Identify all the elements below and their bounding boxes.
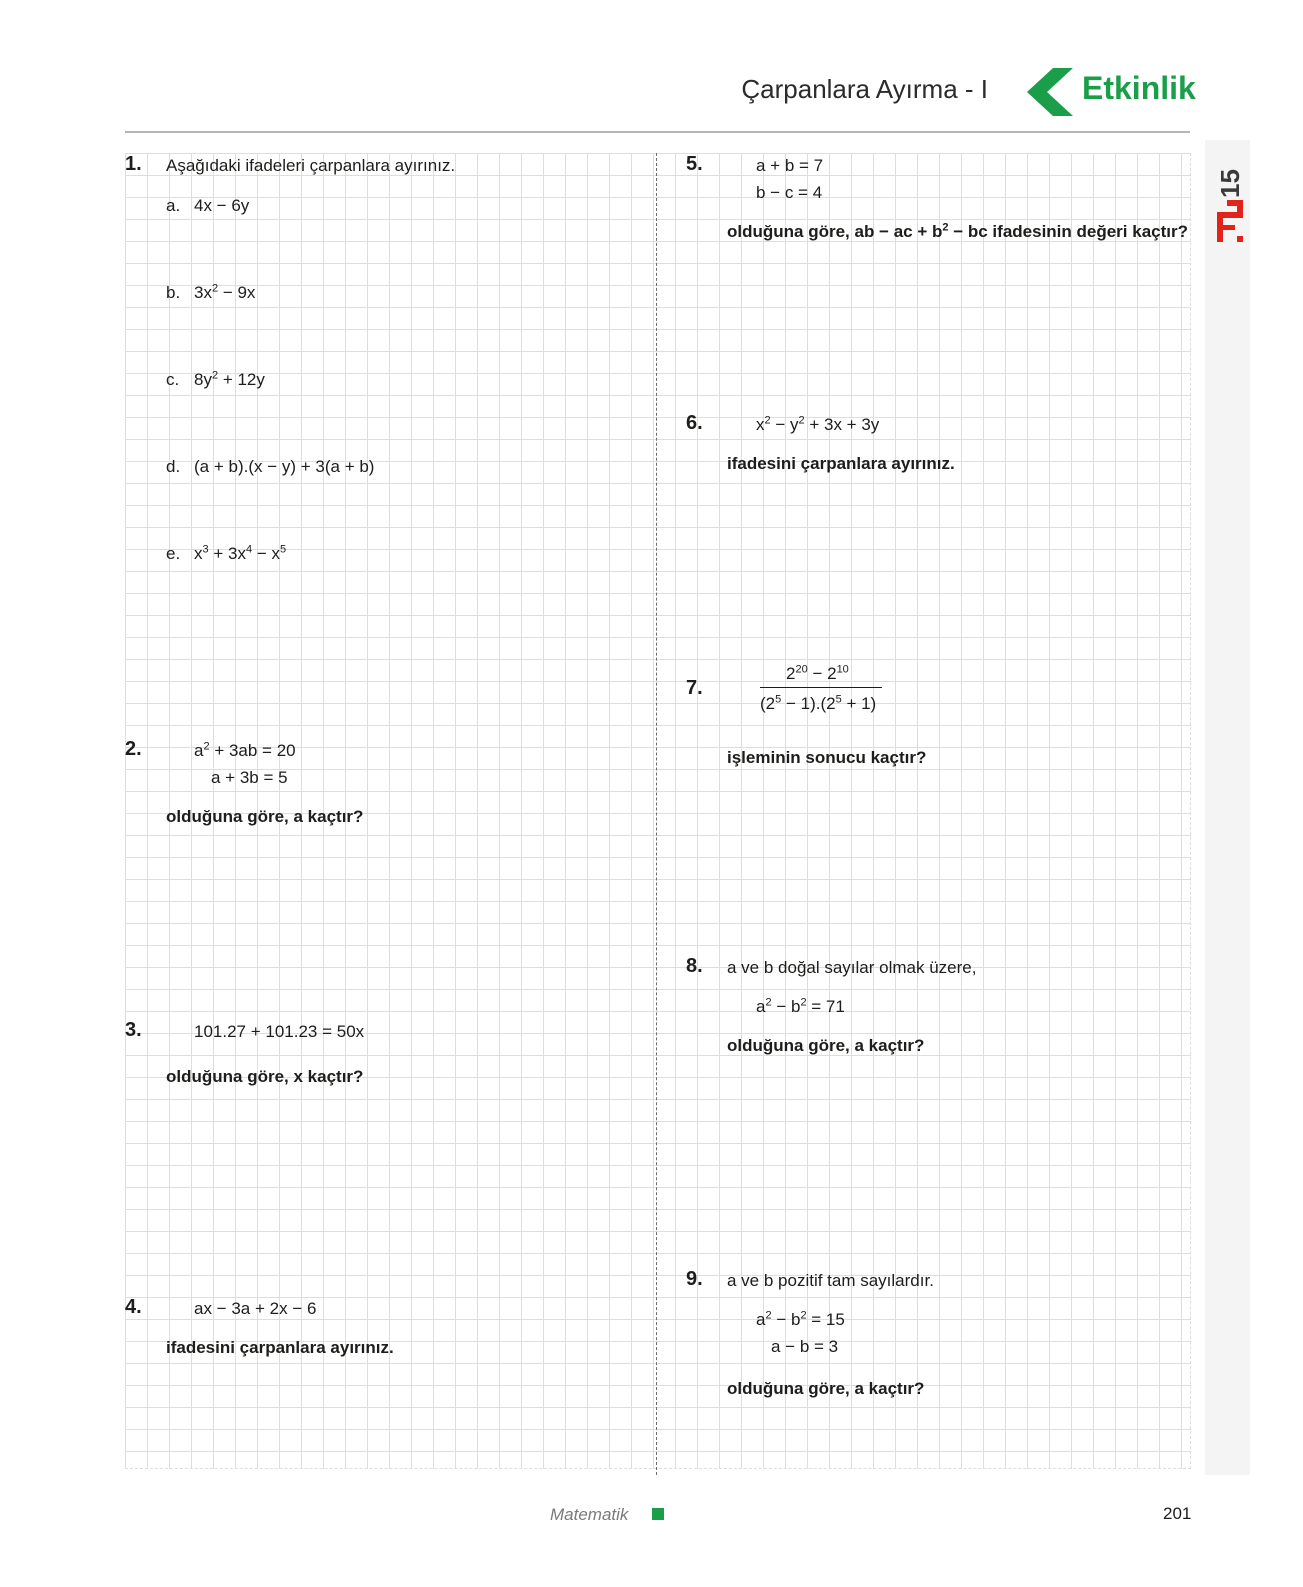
q6-number: 6.: [686, 412, 703, 434]
q9-line1: $a^2 - b^2 = 15$: [756, 1309, 845, 1329]
q1d-expr: (a + b).(x − y) + 3(a + b): [194, 457, 375, 476]
q2-line1: $a^2 + 3ab = 20$: [194, 740, 296, 760]
q1b-expr: $3x^2 - 9x$: [194, 282, 256, 302]
q5-line2: b − c = 4: [756, 183, 823, 202]
q2-line2: a + 3b = 5: [211, 768, 288, 787]
q8-question: olduğuna göre, a kaçtır?: [727, 1036, 925, 1055]
page-title: Çarpanlara Ayırma - I: [741, 74, 988, 104]
header-rule: [125, 131, 1190, 133]
q1a-label: a.: [166, 196, 181, 215]
q1-number: 1.: [125, 153, 142, 175]
q6-expr: $x^2 - y^2 + 3x + 3y$: [756, 414, 880, 434]
q1b-label: b.: [166, 283, 181, 302]
q1a-expr: 4x − 6y: [194, 196, 250, 215]
q2-question: olduğuna göre, a kaçtır?: [166, 807, 364, 826]
q8-intro: a ve b doğal sayılar olmak üzere,: [727, 958, 977, 977]
q1e-expr: $x^3 + 3x^4 - x^5$: [194, 543, 287, 563]
q3-number: 3.: [125, 1019, 142, 1041]
q5-question: olduğuna göre, ab − ac + $b^2$ − bc ifadesinin değeri kaçtır?: [727, 221, 1188, 241]
activity-badge: Etkinlik: [1082, 70, 1196, 106]
q3-expr: 101.27 + 101.23 = 50x: [194, 1022, 365, 1041]
q5-number: 5.: [686, 153, 703, 175]
q1e-label: e.: [166, 544, 181, 563]
q3-question: olduğuna göre, x kaçtır?: [166, 1067, 364, 1086]
q6-question: ifadesini çarpanlara ayırınız.: [727, 454, 955, 473]
q1c-label: c.: [166, 370, 180, 389]
q1d-label: d.: [166, 457, 181, 476]
chevron-left-icon: [1025, 68, 1075, 116]
q7-denominator: $(2^5 - 1).(2^5 + 1)$: [760, 693, 877, 713]
q8-number: 8.: [686, 955, 703, 977]
q2-number: 2.: [125, 738, 142, 760]
q7-question: işleminin sonucu kaçtır?: [727, 748, 927, 767]
column-divider: [656, 153, 657, 1475]
q4-question: ifadesini çarpanlara ayırınız.: [166, 1338, 394, 1357]
q9-question: olduğuna göre, a kaçtır?: [727, 1379, 925, 1398]
q9-line2: a − b = 3: [771, 1337, 839, 1356]
q7-fraction-bar: [760, 687, 882, 688]
svg-text:15: 15: [1215, 169, 1245, 198]
q4-number: 4.: [125, 1296, 142, 1318]
q4-expr: ax − 3a + 2x − 6: [194, 1299, 317, 1318]
q8-expr: $a^2 - b^2 = 71$: [756, 996, 845, 1016]
footer-square-icon: [652, 1508, 664, 1520]
q5-line1: a + b = 7: [756, 156, 824, 175]
page-number: 201: [1163, 1504, 1192, 1523]
sidebar-strip: [1205, 140, 1250, 1475]
fasikul-label: [1209, 150, 1249, 260]
footer-subject: Matematik: [550, 1505, 629, 1524]
q1-prompt: Aşağıdaki ifadeleri çarpanlara ayırınız.: [166, 156, 456, 175]
q7-numerator: $2^{20} - 2^{10}$: [786, 663, 849, 683]
q1c-expr: $8y^2 + 12y$: [194, 369, 265, 389]
q7-number: 7.: [686, 677, 703, 699]
q9-intro: a ve b pozitif tam sayılardır.: [727, 1271, 934, 1290]
q9-number: 9.: [686, 1268, 703, 1290]
